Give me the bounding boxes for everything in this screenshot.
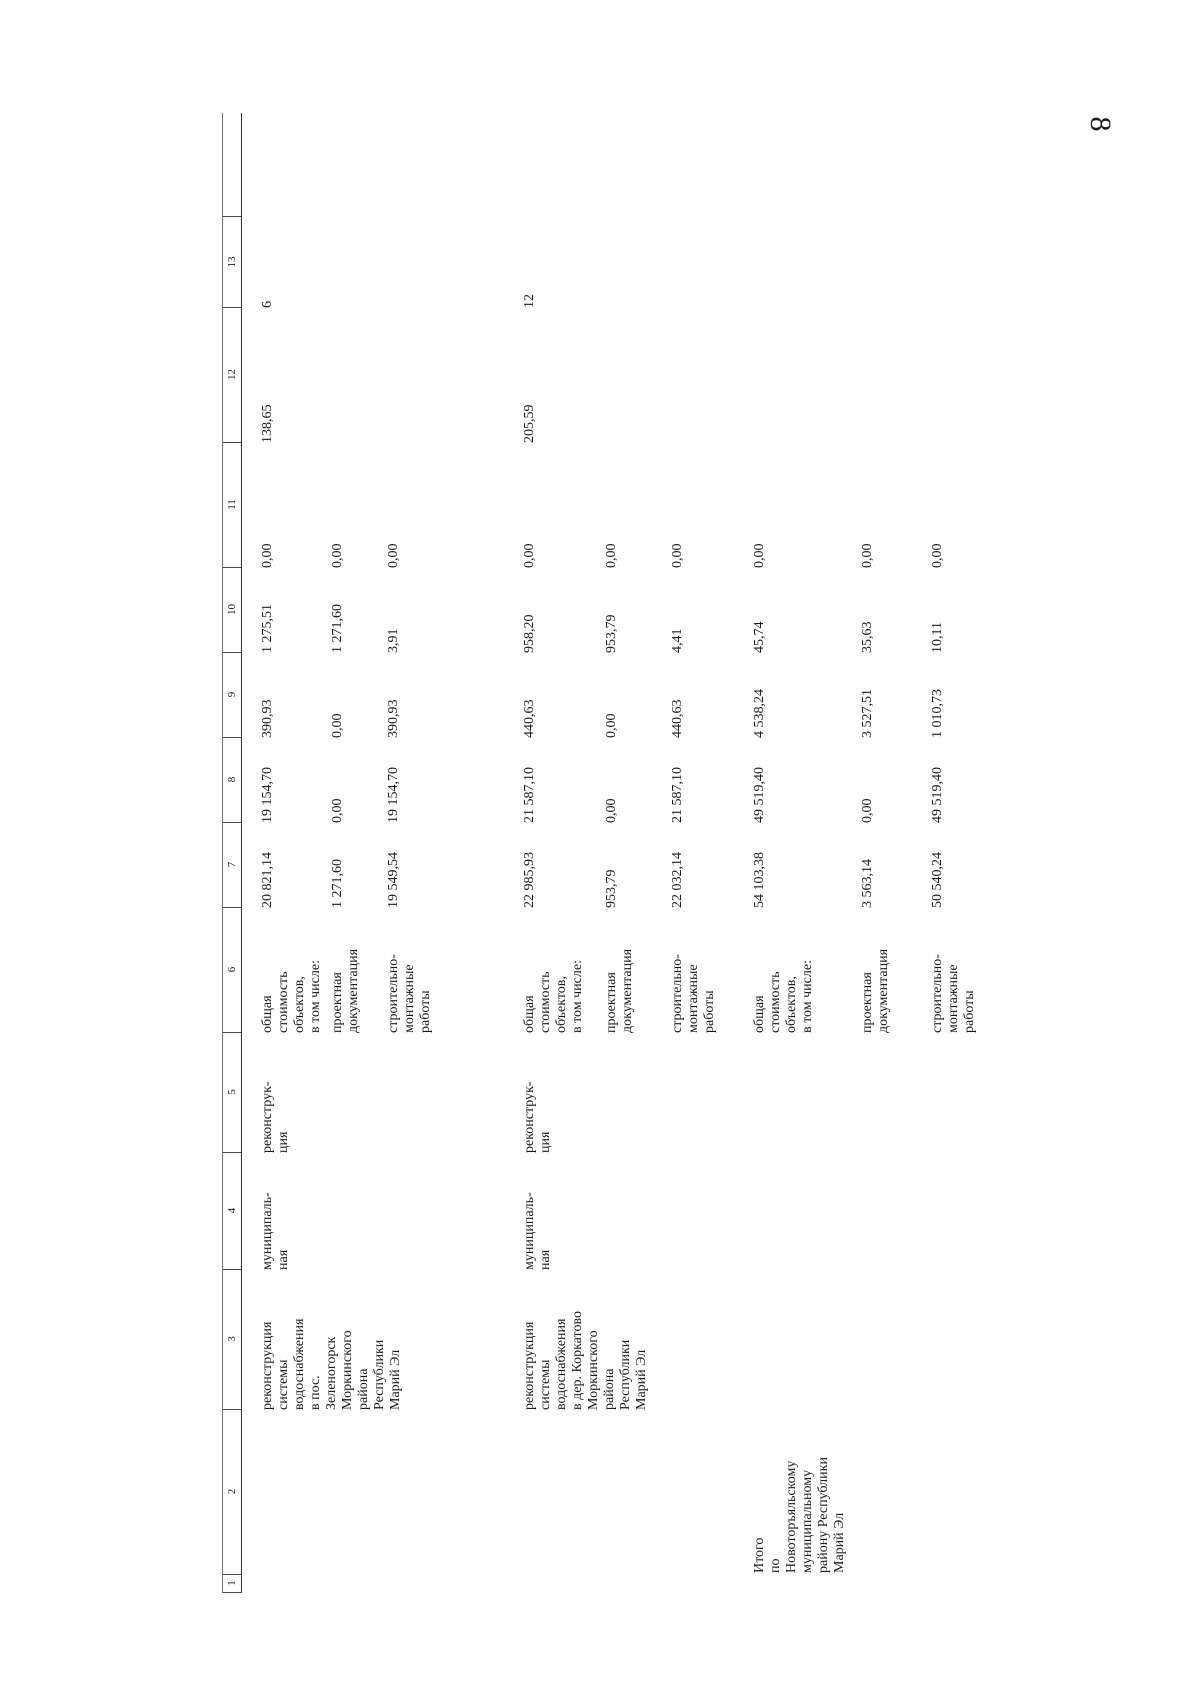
row2-total-c11: 0,00 bbox=[522, 543, 537, 568]
row2-design-c11: 0,00 bbox=[604, 543, 619, 568]
row1-design-c9: 0,00 bbox=[330, 713, 345, 738]
row1-cost-type-construction: строительно- монтажные работы bbox=[386, 954, 433, 1033]
row1-total-c10: 1 275,51 bbox=[260, 604, 275, 653]
row2-cost-type-design: проектная документация bbox=[604, 948, 635, 1033]
col-num-6: 6 bbox=[223, 907, 241, 1033]
row2-constr-c10: 4,41 bbox=[670, 628, 685, 653]
row2-constr-c9: 440,63 bbox=[670, 699, 685, 738]
total-total-c7: 54 103,38 bbox=[752, 852, 767, 908]
row2-design-c9: 0,00 bbox=[604, 713, 619, 738]
row2-constr-c7: 22 032,14 bbox=[670, 852, 685, 908]
row2-design-c8: 0,00 bbox=[604, 798, 619, 823]
row1-design-c10: 1 271,60 bbox=[330, 604, 345, 653]
col-num-1: 1 bbox=[223, 1574, 241, 1593]
col-num-2: 2 bbox=[223, 1409, 241, 1575]
row2-cost-type-total: общая стоимость объектов, в том числе: bbox=[522, 960, 585, 1033]
row1-design-c11: 0,00 bbox=[330, 543, 345, 568]
total-constr-c7: 50 540,24 bbox=[930, 852, 945, 908]
row2-c12: 205,59 bbox=[522, 404, 537, 443]
row2-object-name: реконструкция системы водоснабжения в дер. Коркатово Моркинского района Республики Марий Эл bbox=[522, 1311, 649, 1410]
row1-constr-c8: 19 154,70 bbox=[386, 767, 401, 823]
row1-total-c9: 390,93 bbox=[260, 699, 275, 738]
row2-constr-c8: 21 587,10 bbox=[670, 767, 685, 823]
row1-total-c7: 20 821,14 bbox=[260, 852, 275, 908]
total-constr-c10: 10,11 bbox=[930, 622, 945, 653]
col-num-11: 11 bbox=[223, 442, 241, 568]
total-design-c8: 0,00 bbox=[860, 798, 875, 823]
total-total-c9: 4 538,24 bbox=[752, 689, 767, 738]
row2-ownership: муниципаль- ная bbox=[522, 1192, 553, 1270]
total-cost-type-design: проектная документация bbox=[860, 948, 891, 1033]
col-num-9: 9 bbox=[223, 652, 241, 738]
col-num-12: 12 bbox=[223, 307, 241, 443]
total-cost-type-construction: строительно- монтажные работы bbox=[930, 954, 977, 1033]
total-total-c8: 49 519,40 bbox=[752, 767, 767, 823]
row2-design-c10: 953,79 bbox=[604, 614, 619, 653]
row1-design-c8: 0,00 bbox=[330, 798, 345, 823]
row1-cost-type-design: проектная документация bbox=[330, 948, 361, 1033]
row1-work-type: реконструк- ция bbox=[260, 1081, 291, 1153]
row1-constr-c11: 0,00 bbox=[386, 543, 401, 568]
col-num-7: 7 bbox=[223, 822, 241, 908]
row1-ownership: муниципаль- ная bbox=[260, 1192, 291, 1270]
row1-constr-c10: 3,91 bbox=[386, 628, 401, 653]
total-design-c10: 35,63 bbox=[860, 621, 875, 653]
col-num-5: 5 bbox=[223, 1032, 241, 1153]
total-total-c10: 45,74 bbox=[752, 621, 767, 653]
row2-constr-c11: 0,00 bbox=[670, 543, 685, 568]
row2-c13: 12 bbox=[522, 294, 537, 308]
total-label: Итого по Новоторъяльскому муниципальному району Республики Марий Эл bbox=[752, 1457, 847, 1573]
page-number: 8 bbox=[1084, 116, 1117, 132]
row2-total-c8: 21 587,10 bbox=[522, 767, 537, 823]
total-design-c11: 0,00 bbox=[860, 543, 875, 568]
col-num-13: 13 bbox=[223, 216, 241, 308]
row1-c13: 6 bbox=[260, 301, 275, 308]
total-constr-c11: 0,00 bbox=[930, 543, 945, 568]
row2-cost-type-construction: строительно- монтажные работы bbox=[670, 954, 717, 1033]
row1-c12: 138,65 bbox=[260, 404, 275, 443]
total-design-c9: 3 527,51 bbox=[860, 689, 875, 738]
row1-constr-c9: 390,93 bbox=[386, 699, 401, 738]
total-design-c7: 3 563,14 bbox=[860, 859, 875, 908]
row2-work-type: реконструк- ция bbox=[522, 1081, 553, 1153]
column-number-header bbox=[222, 113, 242, 1593]
row1-cost-type-total: общая стоимость объектов, в том числе: bbox=[260, 960, 323, 1033]
row1-constr-c7: 19 549,54 bbox=[386, 852, 401, 908]
col-num-4: 4 bbox=[223, 1152, 241, 1270]
total-constr-c9: 1 010,73 bbox=[930, 689, 945, 738]
row2-design-c7: 953,79 bbox=[604, 869, 619, 908]
total-cost-type-total: общая стоимость объектов, в том числе: bbox=[752, 960, 815, 1033]
col-num-3: 3 bbox=[223, 1269, 241, 1410]
row2-total-c10: 958,20 bbox=[522, 614, 537, 653]
row1-total-c11: 0,00 bbox=[260, 543, 275, 568]
row1-object-name: реконструкция системы водоснабжения в пос. Зеленогорск Моркинского района Республики Марий Эл bbox=[260, 1318, 403, 1410]
row2-total-c9: 440,63 bbox=[522, 699, 537, 738]
data-table bbox=[222, 113, 1042, 1593]
row2-total-c7: 22 985,93 bbox=[522, 852, 537, 908]
row1-total-c8: 19 154,70 bbox=[260, 767, 275, 823]
row1-design-c7: 1 271,60 bbox=[330, 859, 345, 908]
total-total-c11: 0,00 bbox=[752, 543, 767, 568]
total-constr-c8: 49 519,40 bbox=[930, 767, 945, 823]
col-num-8: 8 bbox=[223, 737, 241, 823]
col-num-10: 10 bbox=[223, 567, 241, 653]
